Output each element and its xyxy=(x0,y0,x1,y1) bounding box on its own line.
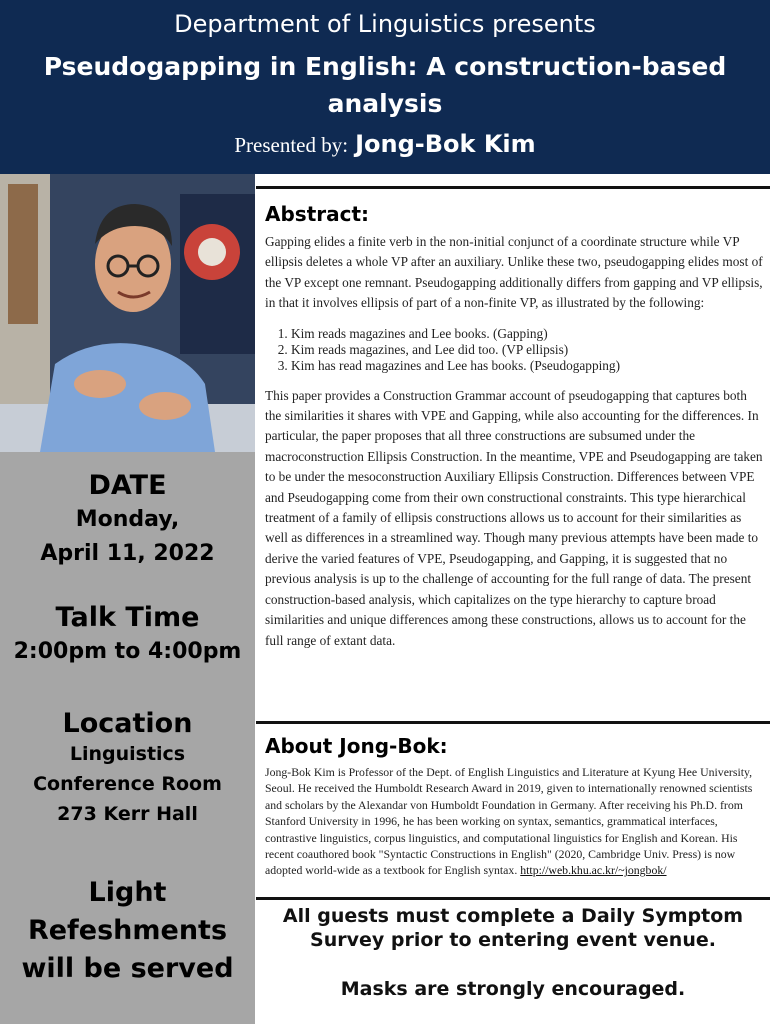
about-bio: Jong-Bok Kim is Professor of the Dept. of English Linguistics and Literature at Kyung Hee University, Seoul. He received the Humboldt Research Award in 2019, given to internationally renowned scientists and scholars by the Alexandar von Humboldt Foundation in Germany. After receiving his Ph.D. from Stanford University in 1996, he has been working on syntax, semantics, grammatical interfaces, contrastive linguistics, corpus linguistics, and computational linguistics for English and Korean. His recent coauthored book "Syntactic Constructions in English" (2020, Cambridge Univ. Press) is now adopted world-wide as a textbook for English syntax. xyxy=(265,765,753,878)
example-item: 1. Kim reads magazines and Lee books. (Gapping) xyxy=(291,326,763,342)
location-line1: Linguistics xyxy=(69,743,186,765)
header-banner xyxy=(0,0,770,174)
example-list xyxy=(265,326,763,374)
location-line2: Conference Room xyxy=(33,773,222,795)
date-day: Monday, xyxy=(75,507,180,532)
presented-by-label: Presented by: xyxy=(234,133,349,157)
homepage-link[interactable]: http://web.khu.ac.kr/~jongbok/ xyxy=(520,863,667,878)
example-item: 2. Kim reads magazines, and Lee did too. (VP ellipsis) xyxy=(291,342,763,358)
date-heading: DATE xyxy=(88,470,167,501)
abstract-intro: Gapping elides a finite verb in the non-initial conjunct of a coordinate structure while VP ellipsis deletes a whole VP after an auxiliary. Unlike these two, pseudogapping elides most of the VP except one remnant. Pseudogapping additionally differs from gapping and VP ellipsis, in that it involves ellipsis of part of a non-finite VP, as illustrated by the following: xyxy=(265,234,763,311)
mask-notice: Masks are strongly encouraged. xyxy=(340,978,686,1000)
presenter-name: Jong-Bok Kim xyxy=(355,130,536,158)
about-heading: About Jong-Bok: xyxy=(265,734,448,758)
talk-title: Pseudogapping in English: A construction-based analysis xyxy=(43,52,727,118)
abstract-text xyxy=(265,232,763,651)
about-text xyxy=(265,764,763,879)
abstract-body: This paper provides a Construction Grammar account of pseudogapping that captures both the similarities it shares with VPE and Gapping, while also accounting for the differences. In particular, the paper proposes that all three constructions are subsumed under the macroconstruction Ellipsis Construction. In the meantime, VPE and Pseudogapping are taken to be under the mesoconstruction Auxiliary Ellipsis Construction. Differences between VPE and Pseudogapping come from their own constructional constraints. This type hierarchical treatment of a family of ellipsis constructions allows us to account for their similarities as well as differences in a streamlined way. Though many previous attempts have been made to derive the varied features of VPE, Pseudogapping, and Gapping, it is suggested that no previous analysis is up to the challenge of accounting for the full range of data. The present construction-based analysis, which capitalizes on the type hierarchy to capture broad similarities and unique differences among these constructions, allows us to account for the full range of extant data. xyxy=(265,387,763,648)
example-item: 3. Kim has read magazines and Lee has books. (Pseudogapping) xyxy=(291,358,763,374)
time-block xyxy=(0,602,255,669)
location-heading: Location xyxy=(62,708,193,739)
refreshments-line3: will be served xyxy=(21,953,234,984)
refreshments-line1: Light xyxy=(88,877,167,908)
location-block xyxy=(0,708,255,829)
department-line: Department of Linguistics presents xyxy=(174,10,596,38)
divider-bottom xyxy=(256,897,770,900)
health-notice xyxy=(256,904,770,1000)
speaker-photo xyxy=(0,174,255,452)
refreshments-block xyxy=(0,874,255,988)
date-full: April 11, 2022 xyxy=(40,541,215,566)
divider-top xyxy=(256,186,770,189)
symptom-survey-notice: All guests must complete a Daily Symptom Survey prior to entering event venue. xyxy=(282,905,744,951)
presenter-line xyxy=(0,130,770,158)
event-details-sidebar xyxy=(0,452,255,1024)
abstract-heading: Abstract: xyxy=(265,202,370,226)
divider-middle xyxy=(256,721,770,724)
location-line3: 273 Kerr Hall xyxy=(57,803,198,825)
time-heading: Talk Time xyxy=(55,602,200,633)
refreshments-line2: Refeshments xyxy=(27,915,228,946)
time-value: 2:00pm to 4:00pm xyxy=(13,639,242,664)
date-block xyxy=(0,470,255,571)
